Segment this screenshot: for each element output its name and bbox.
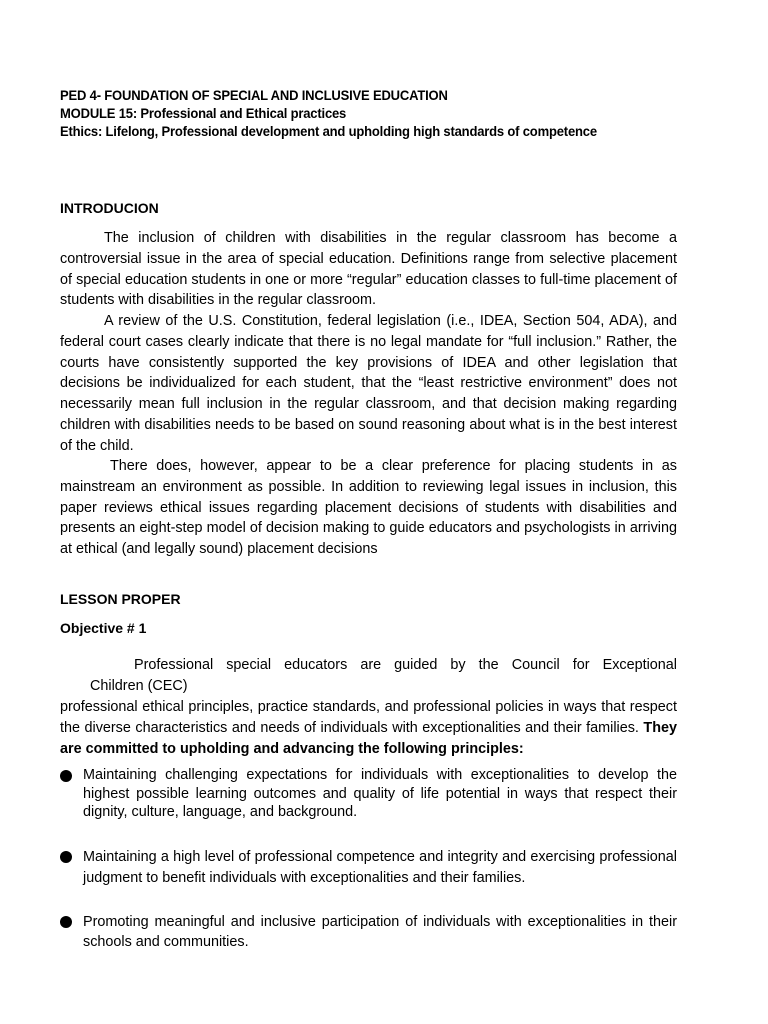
principles-intro-paragraph: [60, 697, 677, 759]
bullet-text: Maintaining a high level of professional competence and integrity and exercising professional judgment to benefit individuals with exceptionalities and their families.: [83, 849, 677, 886]
list-item: [60, 847, 677, 888]
objective-heading: Objective # 1: [60, 620, 147, 636]
intro-paragraph-1: The inclusion of children with disabilities in the regular classroom has become a controversial issue in the area of special education. Definitions range from selective placement of special education students in one or more “regular” education classes to full-time placement of students with disabilities in the regular classroom.: [60, 230, 677, 309]
list-item: [60, 912, 677, 952]
cec-intro: [60, 655, 677, 697]
introduction-heading: INTRODUCION: [60, 200, 159, 216]
document-page: [60, 0, 677, 1024]
bullet-icon: [60, 770, 72, 782]
principles-intro-bold: They are committed to upholding and advancing the following principles:: [60, 719, 678, 757]
bullet-icon: [60, 851, 72, 863]
document-header: [60, 86, 700, 140]
course-title: PED 4- FOUNDATION OF SPECIAL AND INCLUSIVE EDUCATION: [60, 87, 448, 103]
intro-paragraph-2: A review of the U.S. Constitution, federal legislation (i.e., IDEA, Section 504, ADA), and federal court cases clearly indicate that there is no legal mandate for “full inclusion.” Rather, the courts have consistently supported the key provisions of IDEA and other legislation that decisions be individualized for each student, that the “least restrictive environment” does not necessarily mean full inclusion in the regular classroom, and that decision making regarding children with disabilities needs to be based on sound reasoning about what is in the best interest of the child.: [60, 313, 677, 454]
bullet-text: Maintaining challenging expectations for individuals with exceptionalities to develop the highest possible learning outcomes and quality of life potential in ways that respect their dignity, culture, language, and background.: [83, 767, 677, 821]
topic-title: Ethics: Lifelong, Professional development and upholding high standards of competence: [60, 123, 597, 139]
bullet-text: Promoting meaningful and inclusive participation of individuals with exceptionalities in their schools and communities.: [83, 914, 677, 950]
intro-paragraph-3: There does, however, appear to be a clear preference for placing students in as mainstream an environment as possible. In addition to reviewing legal issues in inclusion, this paper reviews ethical issues regarding placement decisions of students with disabilities and presents an eight-step model of decision making to guide educators and psychologists in arriving at ethical (and legally sound) placement decisions: [60, 458, 677, 558]
bullet-icon: [60, 916, 72, 928]
module-title: MODULE 15: Professional and Ethical practices: [60, 105, 347, 121]
lesson-proper-heading: LESSON PROPER: [60, 591, 181, 607]
list-item: [60, 766, 677, 822]
principles-intro-text: professional ethical principles, practice standards, and professional policies in ways that respect the diverse characteristics and needs of individuals with exceptionalities and their families.: [60, 699, 677, 736]
cec-intro-line-2: Children (CEC): [90, 677, 188, 694]
cec-intro-line-1: Professional special educators are guided by the Council for Exceptional: [134, 657, 677, 673]
